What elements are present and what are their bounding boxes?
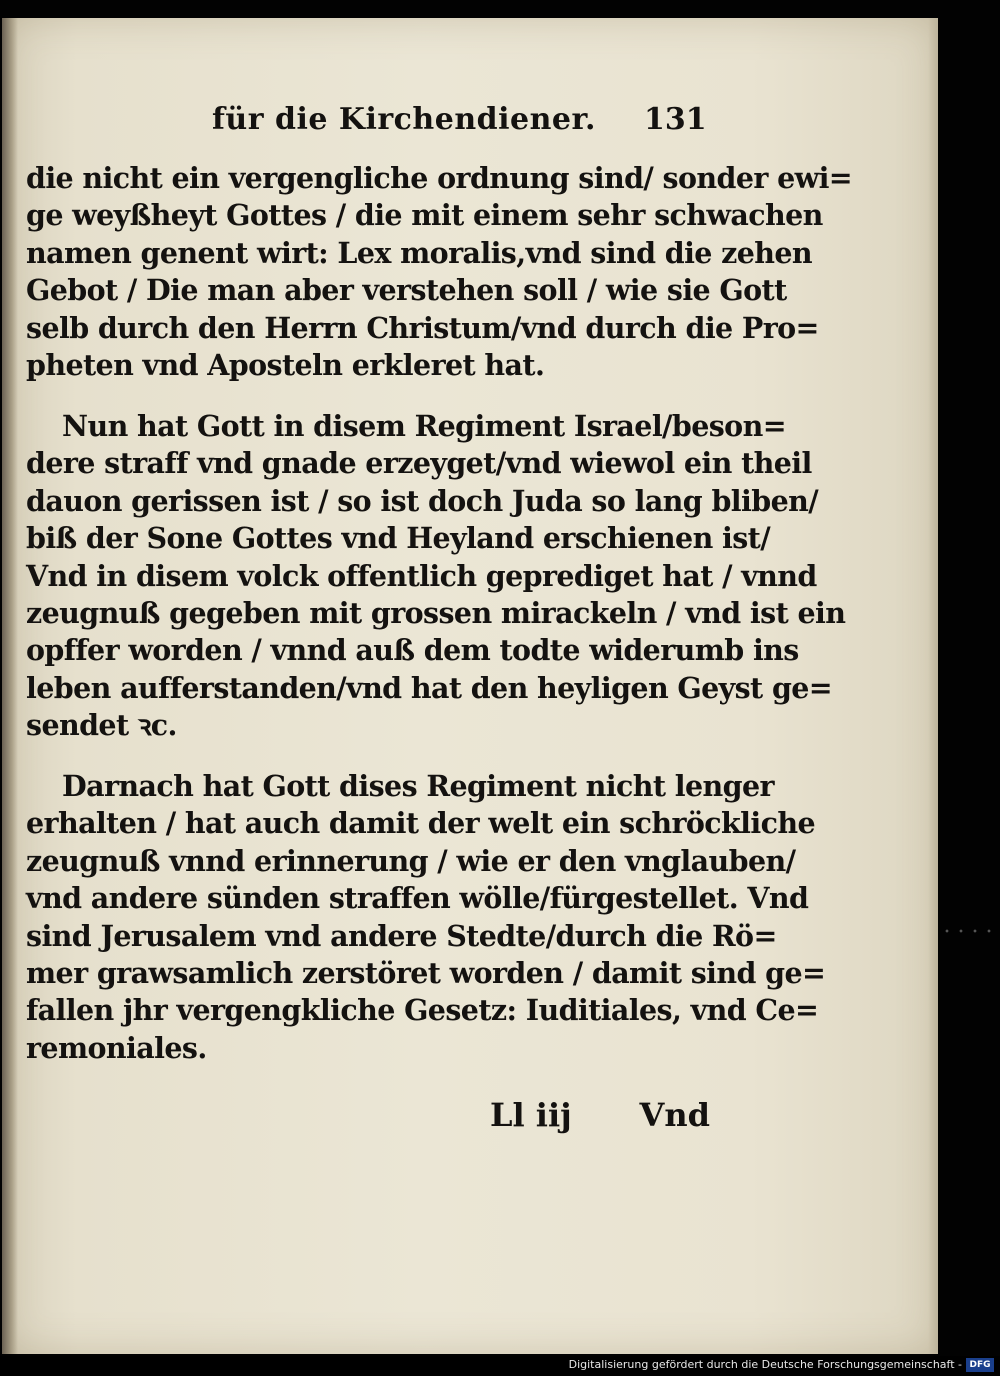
scan-edge-dots bbox=[940, 926, 998, 936]
text-line: zeugnuß vnnd erinnerung / wie er den vnglauben/ bbox=[26, 843, 796, 878]
text-line: leben aufferstanden/vnd hat den heyligen Geyst ge= bbox=[26, 670, 833, 705]
text-line: zeugnuß gegeben mit grossen mirackeln / vnd ist ein bbox=[26, 595, 846, 630]
catchword: Vnd bbox=[639, 1096, 710, 1134]
paragraph-3 bbox=[26, 768, 826, 1067]
page-number: 131 bbox=[644, 102, 707, 137]
funding-credit: Digitalisierung gefördert durch die Deutsche Forschungsgemeinschaft - bbox=[568, 1358, 962, 1371]
text-line: vnd andere sünden straffen wölle/fürgestellet. Vnd bbox=[26, 881, 809, 916]
text-line: Gebot / Die man aber verstehen soll / wie sie Gott bbox=[26, 273, 787, 308]
signature-mark: Ll iij bbox=[490, 1096, 572, 1134]
text-line: remoniales. bbox=[26, 1030, 207, 1065]
text-line: ge weyßheyt Gottes / die mit einem sehr schwachen bbox=[26, 198, 823, 233]
page-gutter-shadow bbox=[2, 18, 18, 1354]
text-line: sind Jerusalem vnd andere Stedte/durch die Rö= bbox=[26, 918, 777, 953]
paragraph-2 bbox=[26, 408, 846, 745]
text-line: pheten vnd Aposteln erkleret hat. bbox=[26, 347, 545, 382]
running-head: für die Kirchendiener. bbox=[212, 102, 596, 137]
text-line: mer grawsamlich zerstöret worden / damit sind ge= bbox=[26, 955, 826, 990]
page-foot bbox=[490, 1096, 720, 1140]
text-line: erhalten / hat auch damit der welt ein schröckliche bbox=[26, 806, 816, 841]
text-line: die nicht ein vergengliche ordnung sind/ sonder ewi= bbox=[26, 161, 853, 195]
text-line: namen genent wirt: Lex moralis,vnd sind die zehen bbox=[26, 235, 813, 270]
text-line: opffer worden / vnnd auß dem todte widerumb ins bbox=[26, 633, 799, 668]
text-line: Vnd in disem volck offentlich geprediget hat / vnnd bbox=[26, 558, 817, 593]
footer-bar bbox=[0, 1356, 1000, 1376]
text-line: fallen jhr vergengkliche Gesetz: Iuditiales, vnd Ce= bbox=[26, 993, 819, 1028]
text-line: sendet ꝛc. bbox=[26, 708, 177, 743]
text-line: dere straff vnd gnade erzeyget/vnd wiewol ein theil bbox=[26, 446, 812, 481]
text-line: Nun hat Gott in disem Regiment Israel/beson= bbox=[62, 409, 786, 443]
page-edge-shadow bbox=[928, 18, 938, 1354]
book-page bbox=[2, 18, 938, 1354]
text-line: Darnach hat Gott dises Regiment nicht lenger bbox=[62, 769, 774, 803]
text-line: biß der Sone Gottes vnd Heyland erschienen ist/ bbox=[26, 521, 771, 556]
text-line: dauon gerissen ist / so ist doch Juda so lang bliben/ bbox=[26, 483, 819, 518]
text-line: selb durch den Herrn Christum/vnd durch die Pro= bbox=[26, 310, 819, 345]
dfg-logo-icon: DFG bbox=[966, 1358, 994, 1372]
paragraph-1 bbox=[26, 160, 853, 384]
